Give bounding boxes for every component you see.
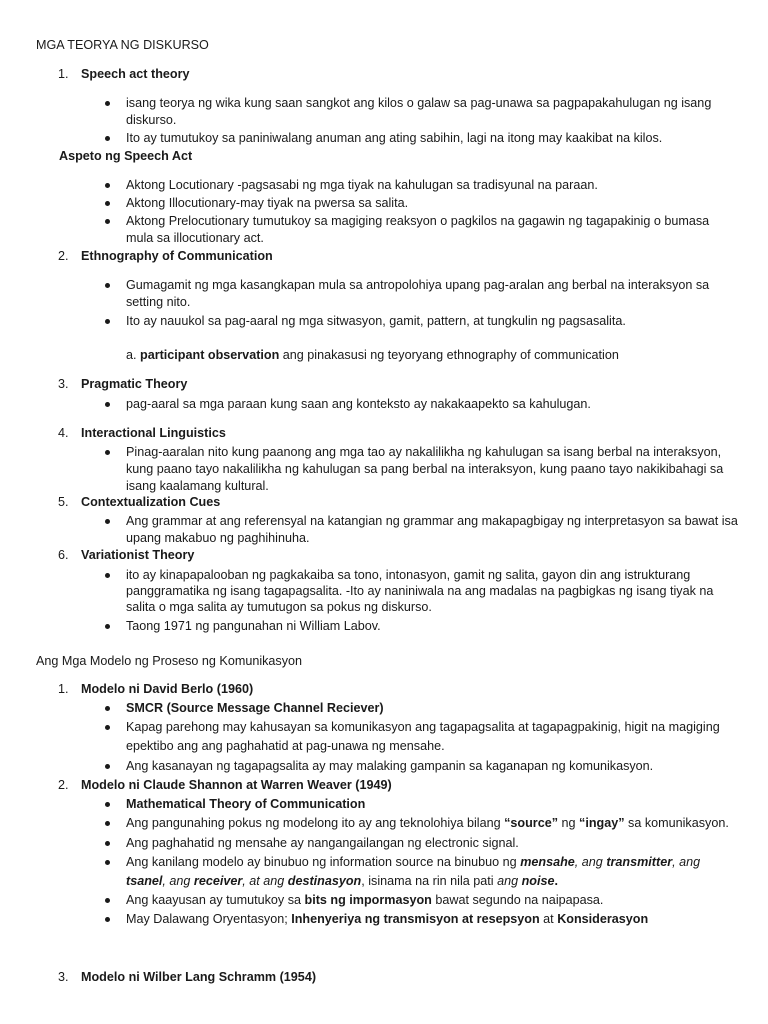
bullet-text: ito ay kinapapalooban ng pagkakaiba sa tono, intonasyon, gamit ng salita, gayon din ang istrukturang xyxy=(126,568,691,582)
bullet-icon xyxy=(105,821,110,826)
text-span: , at ang xyxy=(242,874,288,888)
item-number: 3. xyxy=(58,377,69,391)
bullet-icon xyxy=(105,201,110,206)
text-span: , ang xyxy=(162,874,194,888)
bullet-icon xyxy=(105,624,110,629)
bullet-icon xyxy=(105,725,110,730)
term: receiver xyxy=(193,874,243,888)
text-span: , ang xyxy=(574,855,607,869)
bullet-icon xyxy=(105,860,110,865)
theory-heading: Pragmatic Theory xyxy=(81,377,188,391)
item-number: 1. xyxy=(58,67,69,81)
text-span: at xyxy=(539,912,558,926)
bullet-icon xyxy=(105,841,110,846)
bullet-text xyxy=(126,873,558,890)
sub-item-bold: participant observation xyxy=(140,348,280,362)
text-span: bawat segundo na naipapasa. xyxy=(431,893,604,907)
item-number: 1. xyxy=(58,682,69,696)
bullet-icon xyxy=(105,706,110,711)
bullet-icon xyxy=(105,802,110,807)
theory-heading: Contextualization Cues xyxy=(81,495,221,509)
bullet-text: Taong 1971 ng pangunahan ni William Labov. xyxy=(126,619,381,633)
item-number: 4. xyxy=(58,426,69,440)
item-number: 3. xyxy=(58,970,69,984)
page-title: MGA TEORYA NG DISKURSO xyxy=(36,38,209,52)
bullet-text: Ang paghahatid ng mensahe ay nangangailangan ng electronic signal. xyxy=(126,836,519,850)
source-term: “source” xyxy=(504,816,559,830)
term: Konsiderasyon xyxy=(557,912,649,926)
item-number: 2. xyxy=(58,249,69,263)
item-number: 2. xyxy=(58,778,69,792)
bullet-text: isang kaalamang kultural. xyxy=(126,479,269,493)
term: transmitter xyxy=(606,855,673,869)
section-heading: Ang Mga Modelo ng Proseso ng Komunikasyon xyxy=(36,654,303,668)
bullet-text xyxy=(126,892,603,909)
bullet-text: Kapag parehong may kahusayan sa komunikasyon ang tagapagsalita at tagapagpakinig, higit na magiging xyxy=(126,720,720,734)
bullet-text xyxy=(126,911,648,928)
text-span: , ang xyxy=(672,855,701,869)
bullet-text: SMCR (Source Message Channel Reciever) xyxy=(126,701,384,715)
bullet-text: Ito ay nauukol sa pag-aaral ng mga sitwasyon, gamit, pattern, at tungkulin ng pagsasalita. xyxy=(126,314,626,328)
text-span: Ang pangunahing pokus ng modelong ito ay ang teknolohiya bilang xyxy=(126,816,505,830)
bullet-text: kung paano tayo nakalilikha ng kahulugan sa pang berbal na interaksyon, kung paano tayo nakikibahagi sa xyxy=(126,462,724,476)
bullet-text: isang teorya ng wika kung saan sangkot ang kilos o galaw sa pag-unawa sa pagpapakahulugan ng isang xyxy=(126,96,712,110)
bullet-text: Ang kasanayan ng tagapagsalita ay may malaking gampanin sa kaganapan ng komunikasyon. xyxy=(126,759,654,773)
text-span: , isinama na rin nila pati xyxy=(361,874,498,888)
bullet-icon xyxy=(105,764,110,769)
bullet-text xyxy=(126,815,729,832)
term: tsanel xyxy=(126,874,163,888)
theory-heading: Speech act theory xyxy=(81,67,190,81)
item-number: 5. xyxy=(58,495,69,509)
bullet-text: epektibo ang ang paghahatid at pag-unawa ng mensahe. xyxy=(126,739,445,753)
term: destinasyon xyxy=(287,874,362,888)
bullet-icon xyxy=(105,183,110,188)
bullet-text: Aktong Locutionary -pagsasabi ng mga tiyak na kahulugan sa tradisyunal na paraan. xyxy=(126,178,598,192)
sub-item-letter: a. xyxy=(126,348,137,362)
bullet-text: Ang grammar at ang referensyal na katangian ng grammar ang makapagbigay ng interpretasyon sa bawat isa xyxy=(126,514,738,528)
bullet-text xyxy=(126,854,700,871)
bullet-icon xyxy=(105,101,110,106)
item-number: 6. xyxy=(58,548,69,562)
bullet-text: panggramatika ng isang tagapagsalita. -Ito ay naniniwala na ang madalas na pagbigkas ng isang tiyak na xyxy=(126,584,714,598)
bullet-icon xyxy=(105,283,110,288)
text-span: . xyxy=(554,874,558,888)
theory-heading: Interactional Linguistics xyxy=(81,426,226,440)
bullet-text: Pinag-aaralan nito kung paanong ang mga tao ay nakalilikha ng kahulugan sa isang berbal na interaksyon, xyxy=(126,445,722,459)
bullet-icon xyxy=(105,402,110,407)
bullet-text: pag-aaral sa mga paraan kung saan ang konteksto ay nakakaapekto sa kahulugan. xyxy=(126,397,591,411)
noise-term: “ingay” xyxy=(579,816,625,830)
model-heading: Modelo ni David Berlo (1960) xyxy=(81,682,254,696)
bullet-text: Mathematical Theory of Communication xyxy=(126,797,366,811)
bullet-text: diskurso. xyxy=(126,113,177,127)
term: mensahe xyxy=(520,855,575,869)
bullet-text: setting nito. xyxy=(126,295,191,309)
sub-item xyxy=(126,347,619,364)
bullet-text: Gumagamit ng mga kasangkapan mula sa antropolohiya upang pag-aralan ang berbal na interaksyon sa xyxy=(126,278,710,292)
bullet-icon xyxy=(105,573,110,578)
bullet-text: Ito ay tumutukoy sa paniniwalang anuman ang ating sabihin, lagi na itong may kaakibat na kilos. xyxy=(126,131,663,145)
model-heading: Modelo ni Claude Shannon at Warren Weaver (1949) xyxy=(81,778,392,792)
text-span: Ang kaayusan ay tumutukoy sa xyxy=(126,893,305,907)
text-span: sa komunikasyon. xyxy=(624,816,729,830)
subheading: Aspeto ng Speech Act xyxy=(59,149,193,163)
sub-item-text: ang pinakasusi ng teyoryang ethnography of communication xyxy=(282,348,619,362)
bullet-icon xyxy=(105,917,110,922)
term: Inhenyeriya ng transmisyon at resepsyon xyxy=(291,912,540,926)
text-span: May Dalawang Oryentasyon; xyxy=(126,912,292,926)
text-span: Ang kanilang modelo ay binubuo ng information source na binubuo ng xyxy=(126,855,521,869)
model-heading: Modelo ni Wilber Lang Schramm (1954) xyxy=(81,970,317,984)
text-span: ng xyxy=(558,816,580,830)
bullet-icon xyxy=(105,136,110,141)
bullet-text: Aktong Illocutionary-may tiyak na pwersa sa salita. xyxy=(126,196,409,210)
bullet-icon xyxy=(105,319,110,324)
bullet-icon xyxy=(105,898,110,903)
bullet-icon xyxy=(105,219,110,224)
theory-heading: Variationist Theory xyxy=(81,548,195,562)
text-span: ang xyxy=(497,874,519,888)
bullet-text: upang makabuo ng paghihinuha. xyxy=(126,531,310,545)
term: noise xyxy=(521,874,555,888)
theory-heading: Ethnography of Communication xyxy=(81,249,273,263)
bullet-text: Aktong Prelocutionary tumutukoy sa magiging reaksyon o pagkilos na gagawin ng tagapakinig o bumasa xyxy=(126,214,710,228)
bullet-text: mula sa illocutionary act. xyxy=(126,231,264,245)
bullet-icon xyxy=(105,519,110,524)
bullet-icon xyxy=(105,450,110,455)
bullet-text: salita o mga salita ay tumutugon sa pokus ng diskurso. xyxy=(126,600,432,614)
term: bits ng impormasyon xyxy=(304,893,432,907)
